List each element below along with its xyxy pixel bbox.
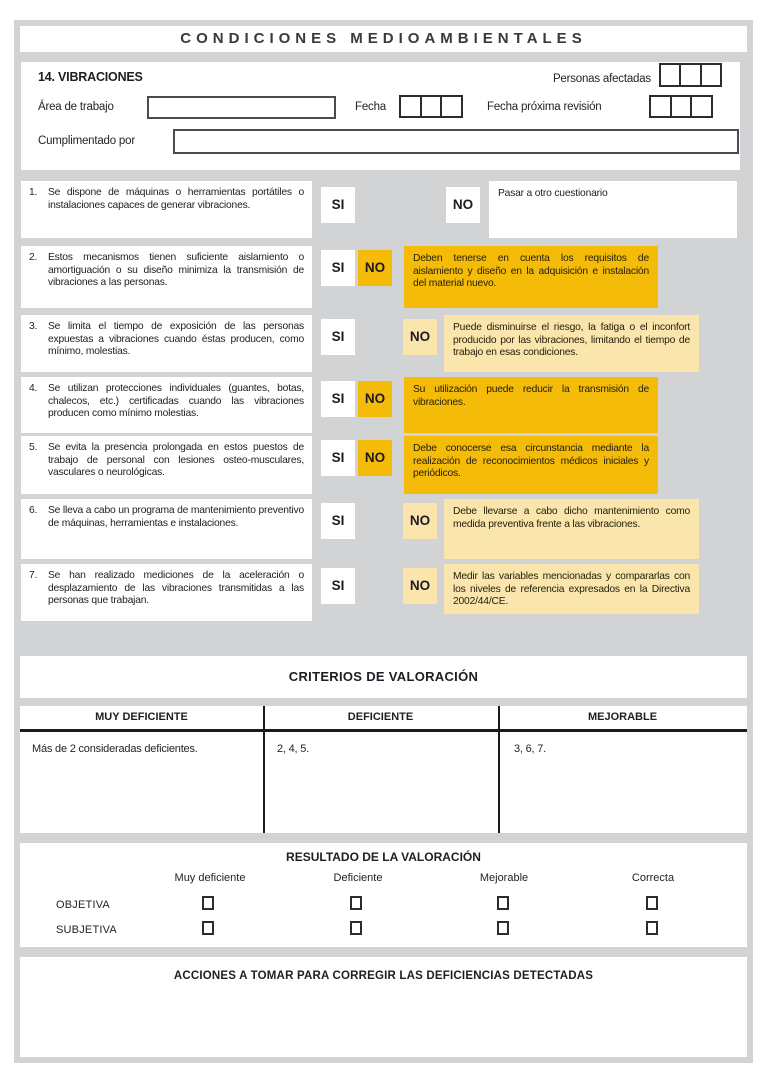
question-3-number: 3. [29,321,38,332]
fecha-cell-1[interactable] [401,97,420,116]
question-3-si-option[interactable]: SI [321,319,355,355]
resultado-row-objetiva: OBJETIVA [56,899,110,911]
question-6-text: Se lleva a cabo un programa de mantenimiento preventivo de máquinas, herramientas e instalaciones. [48,505,304,529]
personas-cell-3[interactable] [700,65,720,85]
checkbox-objetiva-deficiente[interactable] [350,896,362,910]
question-3 [21,315,312,372]
criterios-divider-1 [263,706,265,833]
checkbox-subjetiva-muy-deficiente[interactable] [202,921,214,935]
criterios-column-mejorable: MEJORABLE [587,711,658,723]
criterios-divider-2 [498,706,500,833]
resultado-column-mejorable: Mejorable [479,872,529,884]
question-1-no-option[interactable]: NO [446,187,480,223]
question-2-si-option[interactable]: SI [321,250,355,286]
question-3-text: Se limita el tiempo de exposición de las personas expuestas a vibraciones cuando éstas producen, como mínimo, molestias. [48,321,304,358]
checkbox-subjetiva-deficiente[interactable] [350,921,362,935]
fecha-proxima-cells[interactable] [649,95,713,118]
question-7-number: 7. [29,570,38,581]
personas-cell-2[interactable] [679,65,699,85]
question-5-number: 5. [29,442,38,453]
area-trabajo-input[interactable] [147,96,336,119]
question-2-number: 2. [29,252,38,263]
fecha-proxima-label: Fecha próxima revisión [487,101,602,113]
fecha-cells[interactable] [399,95,463,118]
question-1-number: 1. [29,187,38,198]
question-4-si-option[interactable]: SI [321,381,355,417]
question-7-si-option[interactable]: SI [321,568,355,604]
personas-afectadas-cells[interactable] [659,63,722,87]
cumplimentado-label: Cumplimentado por [38,135,135,147]
page-title-box [20,26,747,52]
personas-cell-1[interactable] [661,65,679,85]
criterios-column-muy-deficiente: MUY DEFICIENTE [95,711,188,723]
question-4-advisory: Su utilización puede reducir la transmisión de vibraciones. [404,377,658,433]
fecha-label: Fecha [355,101,386,113]
question-3-no-option[interactable]: NO [403,319,437,355]
question-6-no-option[interactable]: NO [403,503,437,539]
question-5-text: Se evita la presencia prolongada en estos puestos de trabajo de personal con lesiones osteo-musculares, vasculares o neurológicas. [48,442,304,479]
fecha-cell-2[interactable] [420,97,441,116]
criterios-title: CRITERIOS DE VALORACIÓN [288,669,479,684]
resultado-column-muy-deficiente: Muy deficiente [174,872,246,884]
question-5-advisory: Debe conocerse esa circunstancia mediante la realización de reconocimientos médicos iniciales y periódicos. [404,436,658,494]
resultado-row-subjetiva: SUBJETIVA [56,924,117,936]
fecha-proxima-cell-2[interactable] [670,97,691,116]
header-form [21,62,740,170]
fecha-cell-3[interactable] [440,97,461,116]
question-2 [21,246,312,308]
question-7-advisory: Medir las variables mencionadas y compararlas con los niveles de referencia expresados en la Directiva 2002/44/CE. [444,564,699,614]
question-1-advisory: Pasar a otro cuestionario [489,181,737,238]
question-1 [21,181,312,238]
question-2-text: Estos mecanismos tienen suficiente aislamiento o amortiguación o su diseño minimiza la transmisión de vibraciones a las personas. [48,252,304,289]
checkbox-subjetiva-correcta[interactable] [646,921,658,935]
checkbox-objetiva-mejorable[interactable] [497,896,509,910]
question-6-number: 6. [29,505,38,516]
criterios-column-deficiente: DEFICIENTE [347,711,414,723]
question-6-si-option[interactable]: SI [321,503,355,539]
criterios-table [20,706,747,833]
criterios-value-deficiente: 2, 4, 5. [277,743,310,755]
criterios-title-box [20,656,747,698]
criterios-value-mejorable: 3, 6, 7. [514,743,547,755]
question-7-text: Se han realizado mediciones de la aceleración o desplazamiento de las vibraciones transmitidas a las personas que trabajan. [48,570,304,607]
question-2-no-option[interactable]: NO [358,250,392,286]
question-5-si-option[interactable]: SI [321,440,355,476]
section-title: 14. VIBRACIONES [38,70,143,84]
question-4 [21,377,312,433]
acciones-title: ACCIONES A TOMAR PARA CORREGIR LAS DEFICIENCIAS DETECTADAS [173,970,594,982]
page-title: CONDICIONES MEDIOAMBIENTALES [180,30,587,47]
question-7-no-option[interactable]: NO [403,568,437,604]
fecha-proxima-cell-1[interactable] [651,97,670,116]
question-6-advisory: Debe llevarse a cabo dicho mantenimiento como medida preventiva frente a las vibraciones. [444,499,699,559]
question-3-advisory: Puede disminuirse el riesgo, la fatiga o el inconfort producido por las vibraciones, limitando el tiempo de trabajo en esas condiciones. [444,315,699,372]
checkbox-objetiva-muy-deficiente[interactable] [202,896,214,910]
resultado-title: RESULTADO DE LA VALORACIÓN [286,850,481,864]
criterios-header-rule [20,729,747,732]
area-trabajo-label: Área de trabajo [38,101,114,113]
checkbox-objetiva-correcta[interactable] [646,896,658,910]
criterios-value-muy-deficiente: Más de 2 consideradas deficientes. [32,743,198,755]
question-4-text: Se utilizan protecciones individuales (guantes, botas, chalecos, etc.) certificadas cuando las vibraciones producen como mínimo molestias. [48,383,304,420]
question-5-no-option[interactable]: NO [358,440,392,476]
resultado-column-correcta: Correcta [631,872,675,884]
fecha-proxima-cell-3[interactable] [690,97,711,116]
question-2-advisory: Deben tenerse en cuenta los requisitos de aislamiento y diseño en la adquisición e instalación del material nuevo. [404,246,658,308]
cumplimentado-input[interactable] [173,129,739,154]
question-5 [21,436,312,494]
question-1-si-option[interactable]: SI [321,187,355,223]
acciones-section[interactable] [20,957,747,1057]
resultado-section [20,843,747,947]
question-1-text: Se dispone de máquinas o herramientas portátiles o instalaciones capaces de generar vibraciones. [48,187,304,211]
question-6 [21,499,312,559]
resultado-column-deficiente: Deficiente [333,872,383,884]
personas-afectadas-label: Personas afectadas [552,73,651,85]
question-4-no-option[interactable]: NO [358,381,392,417]
question-4-number: 4. [29,383,38,394]
checkbox-subjetiva-mejorable[interactable] [497,921,509,935]
question-7 [21,564,312,621]
